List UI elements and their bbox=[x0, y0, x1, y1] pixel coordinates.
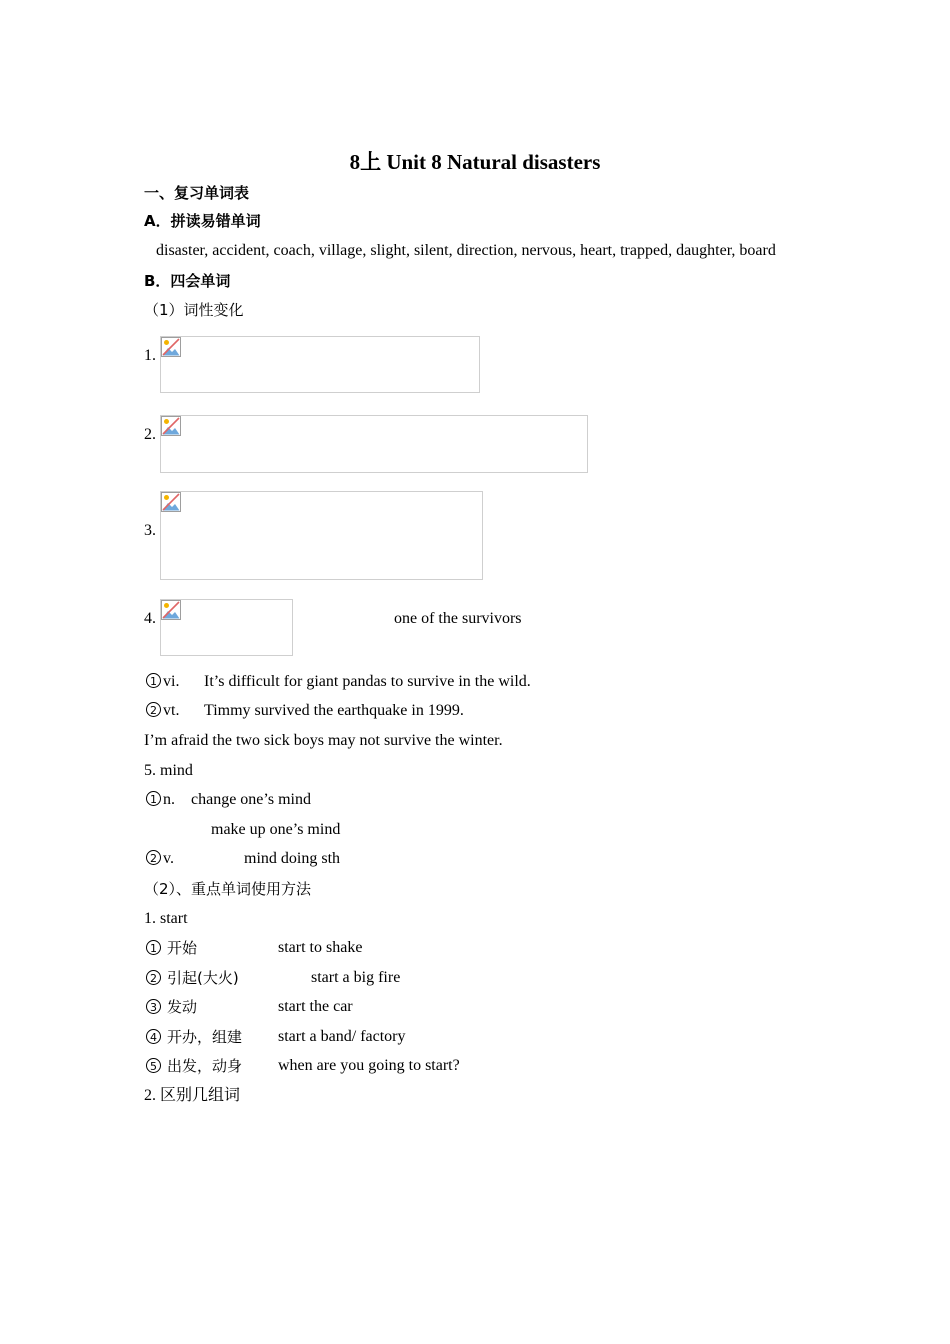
word-heading-start: 1. start bbox=[144, 910, 188, 927]
section-heading-vocabulary: 一、复习单词表 bbox=[144, 184, 250, 202]
subsection-key-words: （2）、重点单词使用方法 bbox=[144, 880, 312, 898]
broken-image-icon bbox=[161, 600, 181, 620]
usage-example: start the car bbox=[278, 998, 353, 1015]
usage-line-vt bbox=[146, 701, 179, 721]
usage-row bbox=[146, 938, 197, 959]
item-number: 3. bbox=[144, 522, 156, 539]
usage-row bbox=[146, 1056, 242, 1077]
usage-example: when are you going to start? bbox=[278, 1057, 460, 1074]
usage-line-verb bbox=[146, 849, 174, 869]
part-of-speech: vi. bbox=[163, 673, 180, 690]
usage-example: start a band/ factory bbox=[278, 1028, 406, 1045]
meaning-cn: 开始 bbox=[167, 939, 198, 957]
circled-number: 2 bbox=[146, 702, 161, 717]
section-heading-word-groups bbox=[144, 1086, 240, 1106]
phrase: make up one’s mind bbox=[211, 821, 341, 838]
circled-number: 1 bbox=[146, 673, 161, 688]
meaning-cn: 开办，组建 bbox=[167, 1028, 243, 1046]
part-of-speech: v. bbox=[163, 850, 174, 867]
word-heading-mind: 5. mind bbox=[144, 762, 193, 779]
part-a-word-list: disaster, accident, coach, village, slight, silent, direction, nervous, heart, trapped, daughter, board bbox=[156, 242, 776, 259]
usage-row bbox=[146, 1027, 242, 1048]
subsection-word-forms: （1）词性变化 bbox=[144, 301, 244, 319]
image-placeholder bbox=[160, 415, 588, 473]
broken-image-icon bbox=[161, 416, 181, 436]
example-sentence: I’m afraid the two sick boys may not survive the winter. bbox=[144, 732, 503, 749]
item-number: 2. bbox=[144, 426, 156, 443]
part-a-heading: A．拼读易错单词 bbox=[144, 212, 261, 230]
circled-number: 1 bbox=[146, 940, 161, 955]
usage-row bbox=[146, 968, 239, 989]
image-placeholder bbox=[160, 491, 483, 580]
usage-row bbox=[146, 997, 197, 1018]
item-number: 4. bbox=[144, 610, 156, 627]
circled-number: 3 bbox=[146, 999, 161, 1014]
phrase: mind doing sth bbox=[244, 850, 341, 867]
example-sentence: It’s difficult for giant pandas to survive in the wild. bbox=[204, 673, 531, 690]
survivors-phrase: one of the survivors bbox=[394, 610, 522, 627]
circled-number: 4 bbox=[146, 1029, 161, 1044]
part-of-speech: vt. bbox=[163, 702, 180, 719]
image-placeholder bbox=[160, 336, 480, 393]
part-of-speech: n. bbox=[163, 791, 175, 808]
circled-number: 2 bbox=[146, 850, 161, 865]
usage-example: start to shake bbox=[278, 939, 363, 956]
meaning-cn: 发动 bbox=[167, 998, 198, 1016]
circled-number: 5 bbox=[146, 1058, 161, 1073]
section-text: 2. 区别几组词 bbox=[144, 1087, 241, 1104]
broken-image-icon bbox=[161, 492, 181, 512]
phrase: change one’s mind bbox=[191, 791, 311, 808]
broken-image-icon bbox=[161, 337, 181, 357]
usage-line-noun bbox=[146, 790, 175, 810]
example-sentence: Timmy survived the earthquake in 1999. bbox=[204, 702, 464, 719]
circled-number: 2 bbox=[146, 970, 161, 985]
part-b-heading: B．四会单词 bbox=[144, 272, 231, 290]
usage-example: start a big fire bbox=[311, 969, 401, 986]
circled-number: 1 bbox=[146, 791, 161, 806]
meaning-cn: 出发，动身 bbox=[167, 1057, 243, 1075]
item-number: 1. bbox=[144, 347, 156, 364]
meaning-cn: 引起(大火) bbox=[167, 969, 239, 987]
image-placeholder bbox=[160, 599, 293, 656]
page-title: 8上 Unit 8 Natural disasters bbox=[349, 150, 601, 174]
usage-line-vi bbox=[146, 672, 179, 692]
